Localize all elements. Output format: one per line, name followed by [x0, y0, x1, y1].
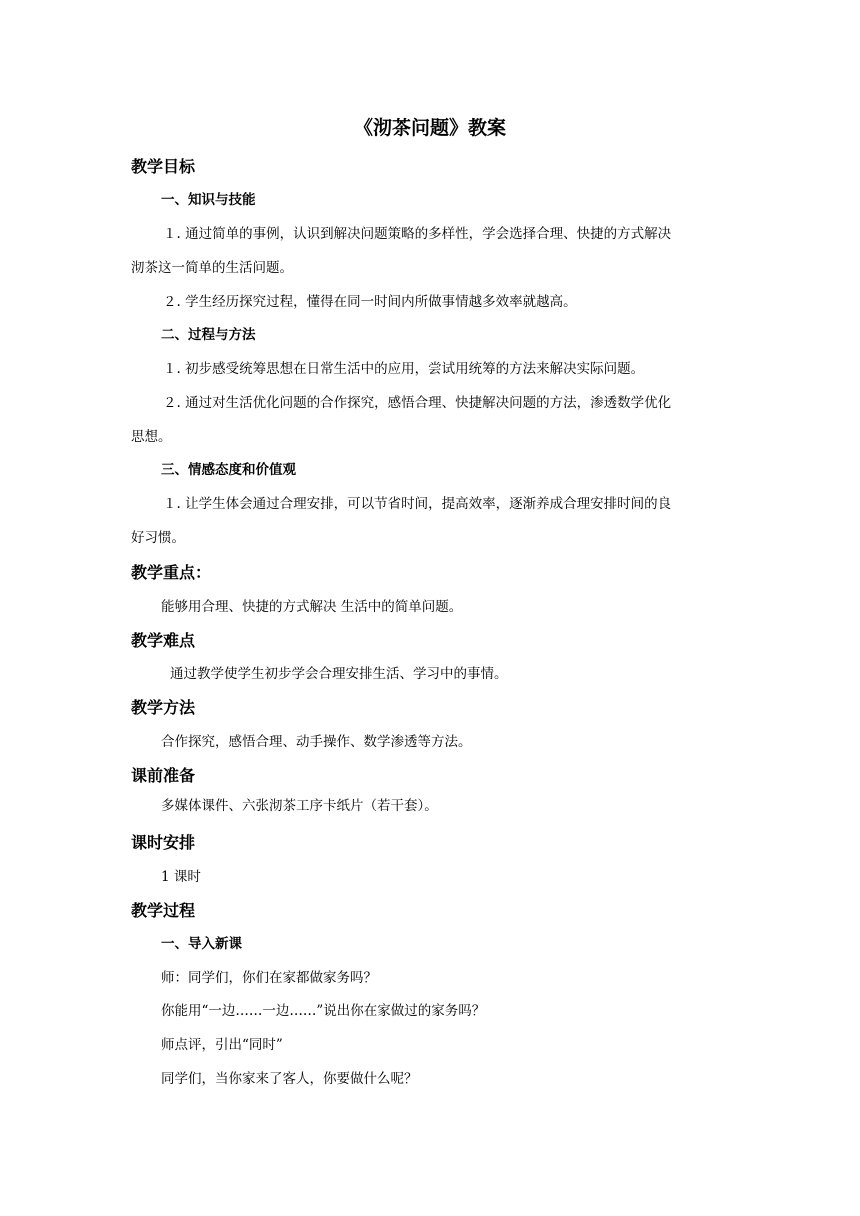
paragraph-emotion-1-line1: １. 让学生体会通过合理安排，可以节省时间，提高效率，逐渐养成合理安排时间的良	[163, 496, 672, 512]
subheading-process-methods: 二、过程与方法	[161, 327, 256, 343]
heading-key-points: 教学重点：	[131, 563, 212, 582]
heading-preparation: 课前准备	[131, 766, 196, 785]
heading-teaching-goals: 教学目标	[131, 157, 196, 176]
paragraph-difficulties: 通过教学使学生初步学会合理安排生活、学习中的事情。	[170, 666, 508, 682]
paragraph-knowledge-2: ２. 学生经历探究过程，懂得在同一时间内所做事情越多效率就越高。	[163, 294, 577, 310]
paragraph-intro-line2: 你能用“一边……一边……”说出你在家做过的家务吗？	[161, 1003, 486, 1019]
subheading-emotion-values: 三、情感态度和价值观	[161, 462, 296, 478]
paragraph-process-2-line1: ２. 通过对生活优化问题的合作探究，感悟合理、快捷解决问题的方法，渗透数学优化	[163, 395, 672, 411]
paragraph-intro-line3: 师点评，引出“同时”	[161, 1037, 283, 1053]
paragraph-knowledge-1-line2: 沏茶这一简单的生活问题。	[131, 260, 293, 276]
paragraph-intro-line4: 同学们，当你家来了客人，你要做什么呢？	[161, 1071, 418, 1087]
heading-difficulties: 教学难点	[131, 631, 196, 650]
paragraph-process-2-line2: 思想。	[131, 429, 172, 445]
paragraph-schedule: 1 课时	[161, 869, 201, 885]
subheading-intro: 一、导入新课	[161, 936, 242, 952]
paragraph-knowledge-1-line1: １. 通过简单的事例，认识到解决问题策略的多样性，学会选择合理、快捷的方式解决	[163, 226, 672, 242]
paragraph-preparation: 多媒体课件、六张沏茶工序卡纸片（若干套）。	[161, 798, 438, 814]
paragraph-intro-line1: 师：同学们，你们在家都做家务吗？	[161, 970, 377, 986]
heading-methods: 教学方法	[131, 698, 196, 717]
paragraph-process-1: １. 初步感受统筹思想在日常生活中的应用，尝试用统筹的方法来解决实际问题。	[163, 361, 645, 377]
subheading-knowledge-skills: 一、知识与技能	[161, 192, 256, 208]
heading-schedule: 课时安排	[131, 833, 196, 852]
paragraph-methods: 合作探究，感悟合理、动手操作、数学渗透等方法。	[161, 734, 472, 750]
heading-procedure: 教学过程	[131, 901, 196, 920]
document-title: 《沏茶问题》教案	[353, 117, 506, 139]
paragraph-emotion-1-line2: 好习惯。	[131, 530, 185, 546]
paragraph-key-points: 能够用合理、快捷的方式解决 生活中的简单问题。	[161, 599, 463, 615]
